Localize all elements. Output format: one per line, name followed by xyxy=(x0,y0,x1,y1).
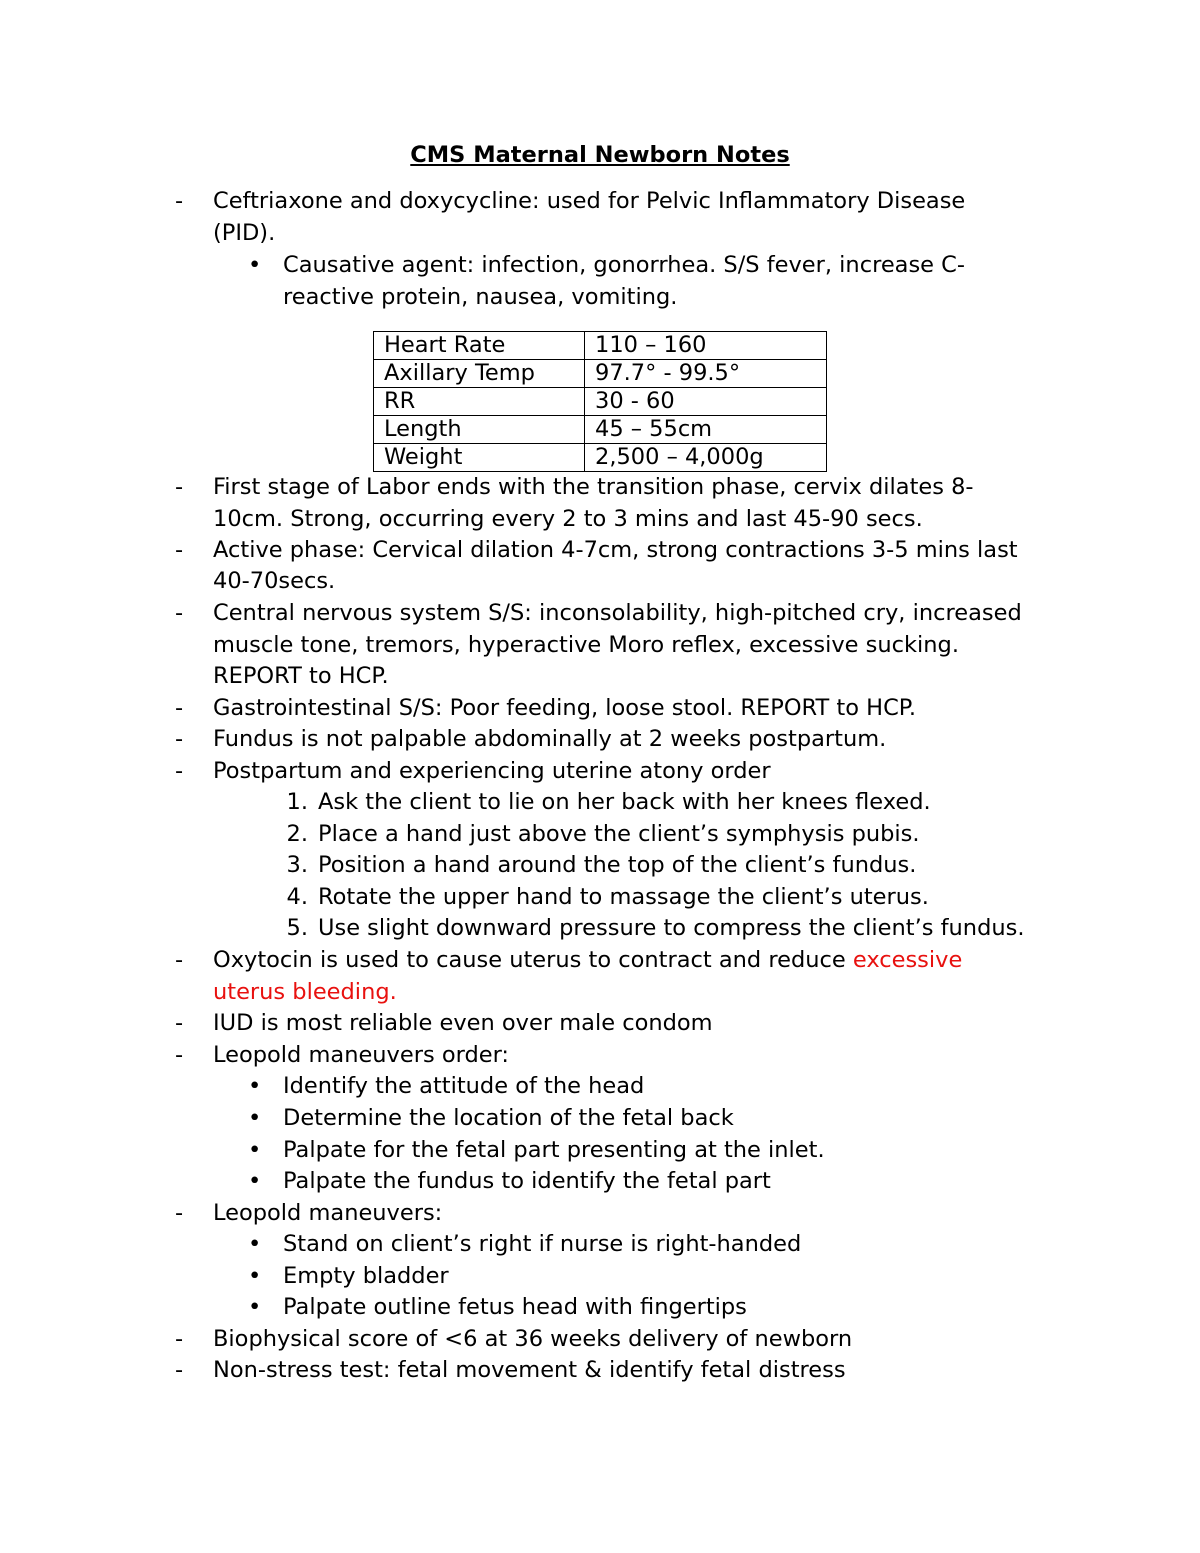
step-number: 1. xyxy=(286,789,308,815)
dash-marker: - xyxy=(175,726,184,752)
dash-marker: - xyxy=(175,1042,184,1068)
bullet-marker: • xyxy=(248,1231,262,1257)
note-gi: Gastrointestinal S/S: Poor feeding, loose stool. REPORT to HCP. xyxy=(213,695,917,721)
bullet-marker: • xyxy=(248,252,262,278)
leopold-item: Empty bladder xyxy=(283,1263,449,1289)
table-cell-value: 30 - 60 xyxy=(585,388,827,416)
note-uterine-atony: Postpartum and experiencing uterine atony order xyxy=(213,758,771,784)
note-fundus: Fundus is not palpable abdominally at 2 weeks postpartum. xyxy=(213,726,887,752)
dash-marker: - xyxy=(175,1357,184,1383)
note-iud: IUD is most reliable even over male condom xyxy=(213,1010,713,1036)
leopold-item: Stand on client’s right if nurse is right-handed xyxy=(283,1231,802,1257)
highlight-text: excessive xyxy=(852,947,963,973)
leopold-order-item: Palpate for the fetal part presenting at the inlet. xyxy=(283,1137,825,1163)
newborn-vitals-table xyxy=(373,331,827,472)
leopold-order-item: Palpate the fundus to identify the fetal part xyxy=(283,1168,771,1194)
note-pid: Ceftriaxone and doxycycline: used for Pelvic Inflammatory Disease xyxy=(213,188,966,214)
table-cell-value: 45 – 55cm xyxy=(585,416,827,444)
table-row xyxy=(374,360,827,388)
note-pid-cont: (PID). xyxy=(213,220,276,246)
atony-step: Place a hand just above the client’s symphysis pubis. xyxy=(318,821,920,847)
table-row xyxy=(374,444,827,472)
bullet-marker: • xyxy=(248,1073,262,1099)
bullet-marker: • xyxy=(248,1168,262,1194)
dash-marker: - xyxy=(175,537,184,563)
note-oxytocin-text: Oxytocin is used to cause uterus to contract and reduce xyxy=(213,947,853,973)
sub-note-causative-agent: Causative agent: infection, gonorrhea. S/S fever, increase C- xyxy=(283,252,965,278)
dash-marker: - xyxy=(175,1326,184,1352)
note-active-phase-cont: 40-70secs. xyxy=(213,568,336,594)
atony-step: Ask the client to lie on her back with her knees flexed. xyxy=(318,789,931,815)
dash-marker: - xyxy=(175,1010,184,1036)
dash-marker: - xyxy=(175,1200,184,1226)
table-cell-label: Heart Rate xyxy=(374,332,585,360)
atony-step: Rotate the upper hand to massage the client’s uterus. xyxy=(318,884,929,910)
note-biophysical: Biophysical score of <6 at 36 weeks delivery of newborn xyxy=(213,1326,853,1352)
note-oxytocin xyxy=(213,945,962,977)
note-first-stage: First stage of Labor ends with the transition phase, cervix dilates 8- xyxy=(213,474,974,500)
bullet-marker: • xyxy=(248,1294,262,1320)
step-number: 2. xyxy=(286,821,308,847)
dash-marker: - xyxy=(175,947,184,973)
leopold-item: Palpate outline fetus head with fingertips xyxy=(283,1294,747,1320)
note-active-phase: Active phase: Cervical dilation 4-7cm, strong contractions 3-5 mins last xyxy=(213,537,1018,563)
table-row xyxy=(374,388,827,416)
atony-step: Position a hand around the top of the client’s fundus. xyxy=(318,852,917,878)
dash-marker: - xyxy=(175,188,184,214)
table-cell-label: Weight xyxy=(374,444,585,472)
table-row xyxy=(374,416,827,444)
leopold-order-item: Determine the location of the fetal back xyxy=(283,1105,734,1131)
table-cell-value: 2,500 – 4,000g xyxy=(585,444,827,472)
table-cell-label: RR xyxy=(374,388,585,416)
atony-step: Use slight downward pressure to compress the client’s fundus. xyxy=(318,915,1025,941)
dash-marker: - xyxy=(175,474,184,500)
note-cns-cont: muscle tone, tremors, hyperactive Moro reflex, excessive sucking. xyxy=(213,632,959,658)
note-cns-cont: REPORT to HCP. xyxy=(213,663,389,689)
step-number: 5. xyxy=(286,915,308,941)
table-cell-label: Axillary Temp xyxy=(374,360,585,388)
note-leopold: Leopold maneuvers: xyxy=(213,1200,443,1226)
dash-marker: - xyxy=(175,758,184,784)
dash-marker: - xyxy=(175,600,184,626)
table-row xyxy=(374,332,827,360)
leopold-order-item: Identify the attitude of the head xyxy=(283,1073,645,1099)
note-leopold-order: Leopold maneuvers order: xyxy=(213,1042,510,1068)
bullet-marker: • xyxy=(248,1263,262,1289)
step-number: 4. xyxy=(286,884,308,910)
bullet-marker: • xyxy=(248,1105,262,1131)
highlight-text: uterus bleeding. xyxy=(213,979,397,1005)
table-cell-label: Length xyxy=(374,416,585,444)
note-first-stage-cont: 10cm. Strong, occurring every 2 to 3 mins and last 45-90 secs. xyxy=(213,506,923,532)
sub-note-causative-agent-cont: reactive protein, nausea, vomiting. xyxy=(283,284,678,310)
step-number: 3. xyxy=(286,852,308,878)
note-non-stress: Non-stress test: fetal movement & identify fetal distress xyxy=(213,1357,846,1383)
page-title: CMS Maternal Newborn Notes xyxy=(410,142,790,168)
dash-marker: - xyxy=(175,695,184,721)
table-cell-value: 97.7° - 99.5° xyxy=(585,360,827,388)
table-cell-value: 110 – 160 xyxy=(585,332,827,360)
note-cns: Central nervous system S/S: inconsolability, high-pitched cry, increased xyxy=(213,600,1022,626)
bullet-marker: • xyxy=(248,1137,262,1163)
